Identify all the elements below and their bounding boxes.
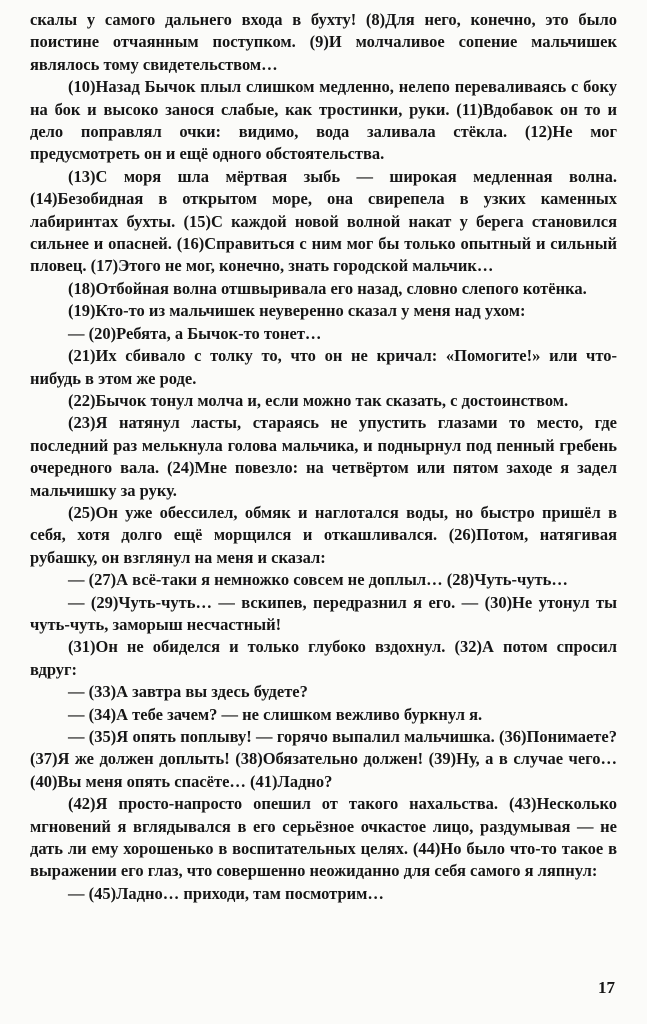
dialogue-paragraph: — (45)Ладно… приходи, там посмотрим…: [68, 883, 384, 903]
paragraph: (18)Отбойная волна отшвыривала его назад, словно слепого котёнка.: [68, 278, 587, 298]
paragraph: (13)С моря шла мёртвая зыбь — широкая медленная волна. (14)Безобидная в открытом море, она свирепела в узких каменных лабиринтах бухты. (15)С каждой новой волной накат у берега становился сильнее и опасней. (16)Справиться с ним мог бы только опытный и сильный пловец. (17)Этого не мог, конечно, знать городской мальчик…: [30, 166, 617, 276]
dialogue-paragraph: — (34)А тебе зачем? — не слишком вежливо буркнул я.: [68, 704, 483, 724]
paragraph: (21)Их сбивало с толку то, что он не кричал: «Помогите!» или что-нибудь в этом же роде.: [30, 346, 617, 388]
paragraph: (22)Бычок тонул молча и, если можно так сказать, с достоинством.: [68, 390, 569, 410]
paragraph: (10)Назад Бычок плыл слишком медленно, нелепо переваливаясь с боку на бок и высоко занося слабые, как тростинки, руки. (11)Вдобавок он то и дело поправлял очки: видимо, вода заливала стёкла. (12)Не мог предусмотреть он и ещё одного обстоятельства.: [30, 77, 617, 164]
dialogue-paragraph: — (33)А завтра вы здесь будете?: [68, 682, 308, 702]
page-number: 17: [598, 978, 615, 997]
dialogue-paragraph: — (20)Ребята, а Бычок-то тонет…: [68, 323, 322, 343]
paragraph: (42)Я просто-напросто опешил от такого нахальства. (43)Несколько мгновений я вглядывался в его серьёзное очкастое лицо, раздумывая — не дать ли ему хорошенько в воспитательных целях. (44)Но было что-то такое в выражении его глаз, что совершенно неожиданно для себя самого я ляпнул:: [30, 794, 617, 881]
text-body: [30, 9, 617, 905]
paragraph: (25)Он уже обессилел, обмяк и наглотался воды, но быстро пришёл в себя, хотя долго ещё морщился и откашливался. (26)Потом, натягивая рубашку, он взглянул на меня и сказал:: [30, 502, 617, 567]
paragraph: скалы у самого дальнего входа в бухту! (8)Для него, конечно, это было поистине отчаянным поступком. (9)И молчаливое сопение мальчишек являлось тому свидетельством…: [30, 10, 617, 74]
paragraph: (19)Кто-то из мальчишек неуверенно сказал у меня над ухом:: [68, 301, 526, 321]
dialogue-paragraph: — (27)А всё-таки я немножко совсем не доплыл… (28)Чуть-чуть…: [68, 570, 568, 590]
dialogue-paragraph: — (35)Я опять поплыву! — горячо выпалил мальчишка. (36)Понимаете? (37)Я же должен доплыть! (38)Обязательно должен! (39)Ну, а в случае чего… (40)Вы меня опять спасёте… (41)Ладно?: [30, 727, 617, 791]
paragraph: (31)Он не обиделся и только глубоко вздохнул. (32)А потом спросил вдруг:: [30, 637, 617, 679]
paragraph: (23)Я натянул ласты, стараясь не упустить глазами то место, где последний раз мелькнула голова мальчика, и поднырнул под пенный гребень очередного вала. (24)Мне повезло: на четвёртом или пятом заходе я задел мальчишку за руку.: [30, 413, 617, 500]
dialogue-paragraph: — (29)Чуть-чуть… — вскипев, передразнил я его. — (30)Не утонул ты чуть-чуть, заморыш несчастный!: [30, 592, 617, 634]
